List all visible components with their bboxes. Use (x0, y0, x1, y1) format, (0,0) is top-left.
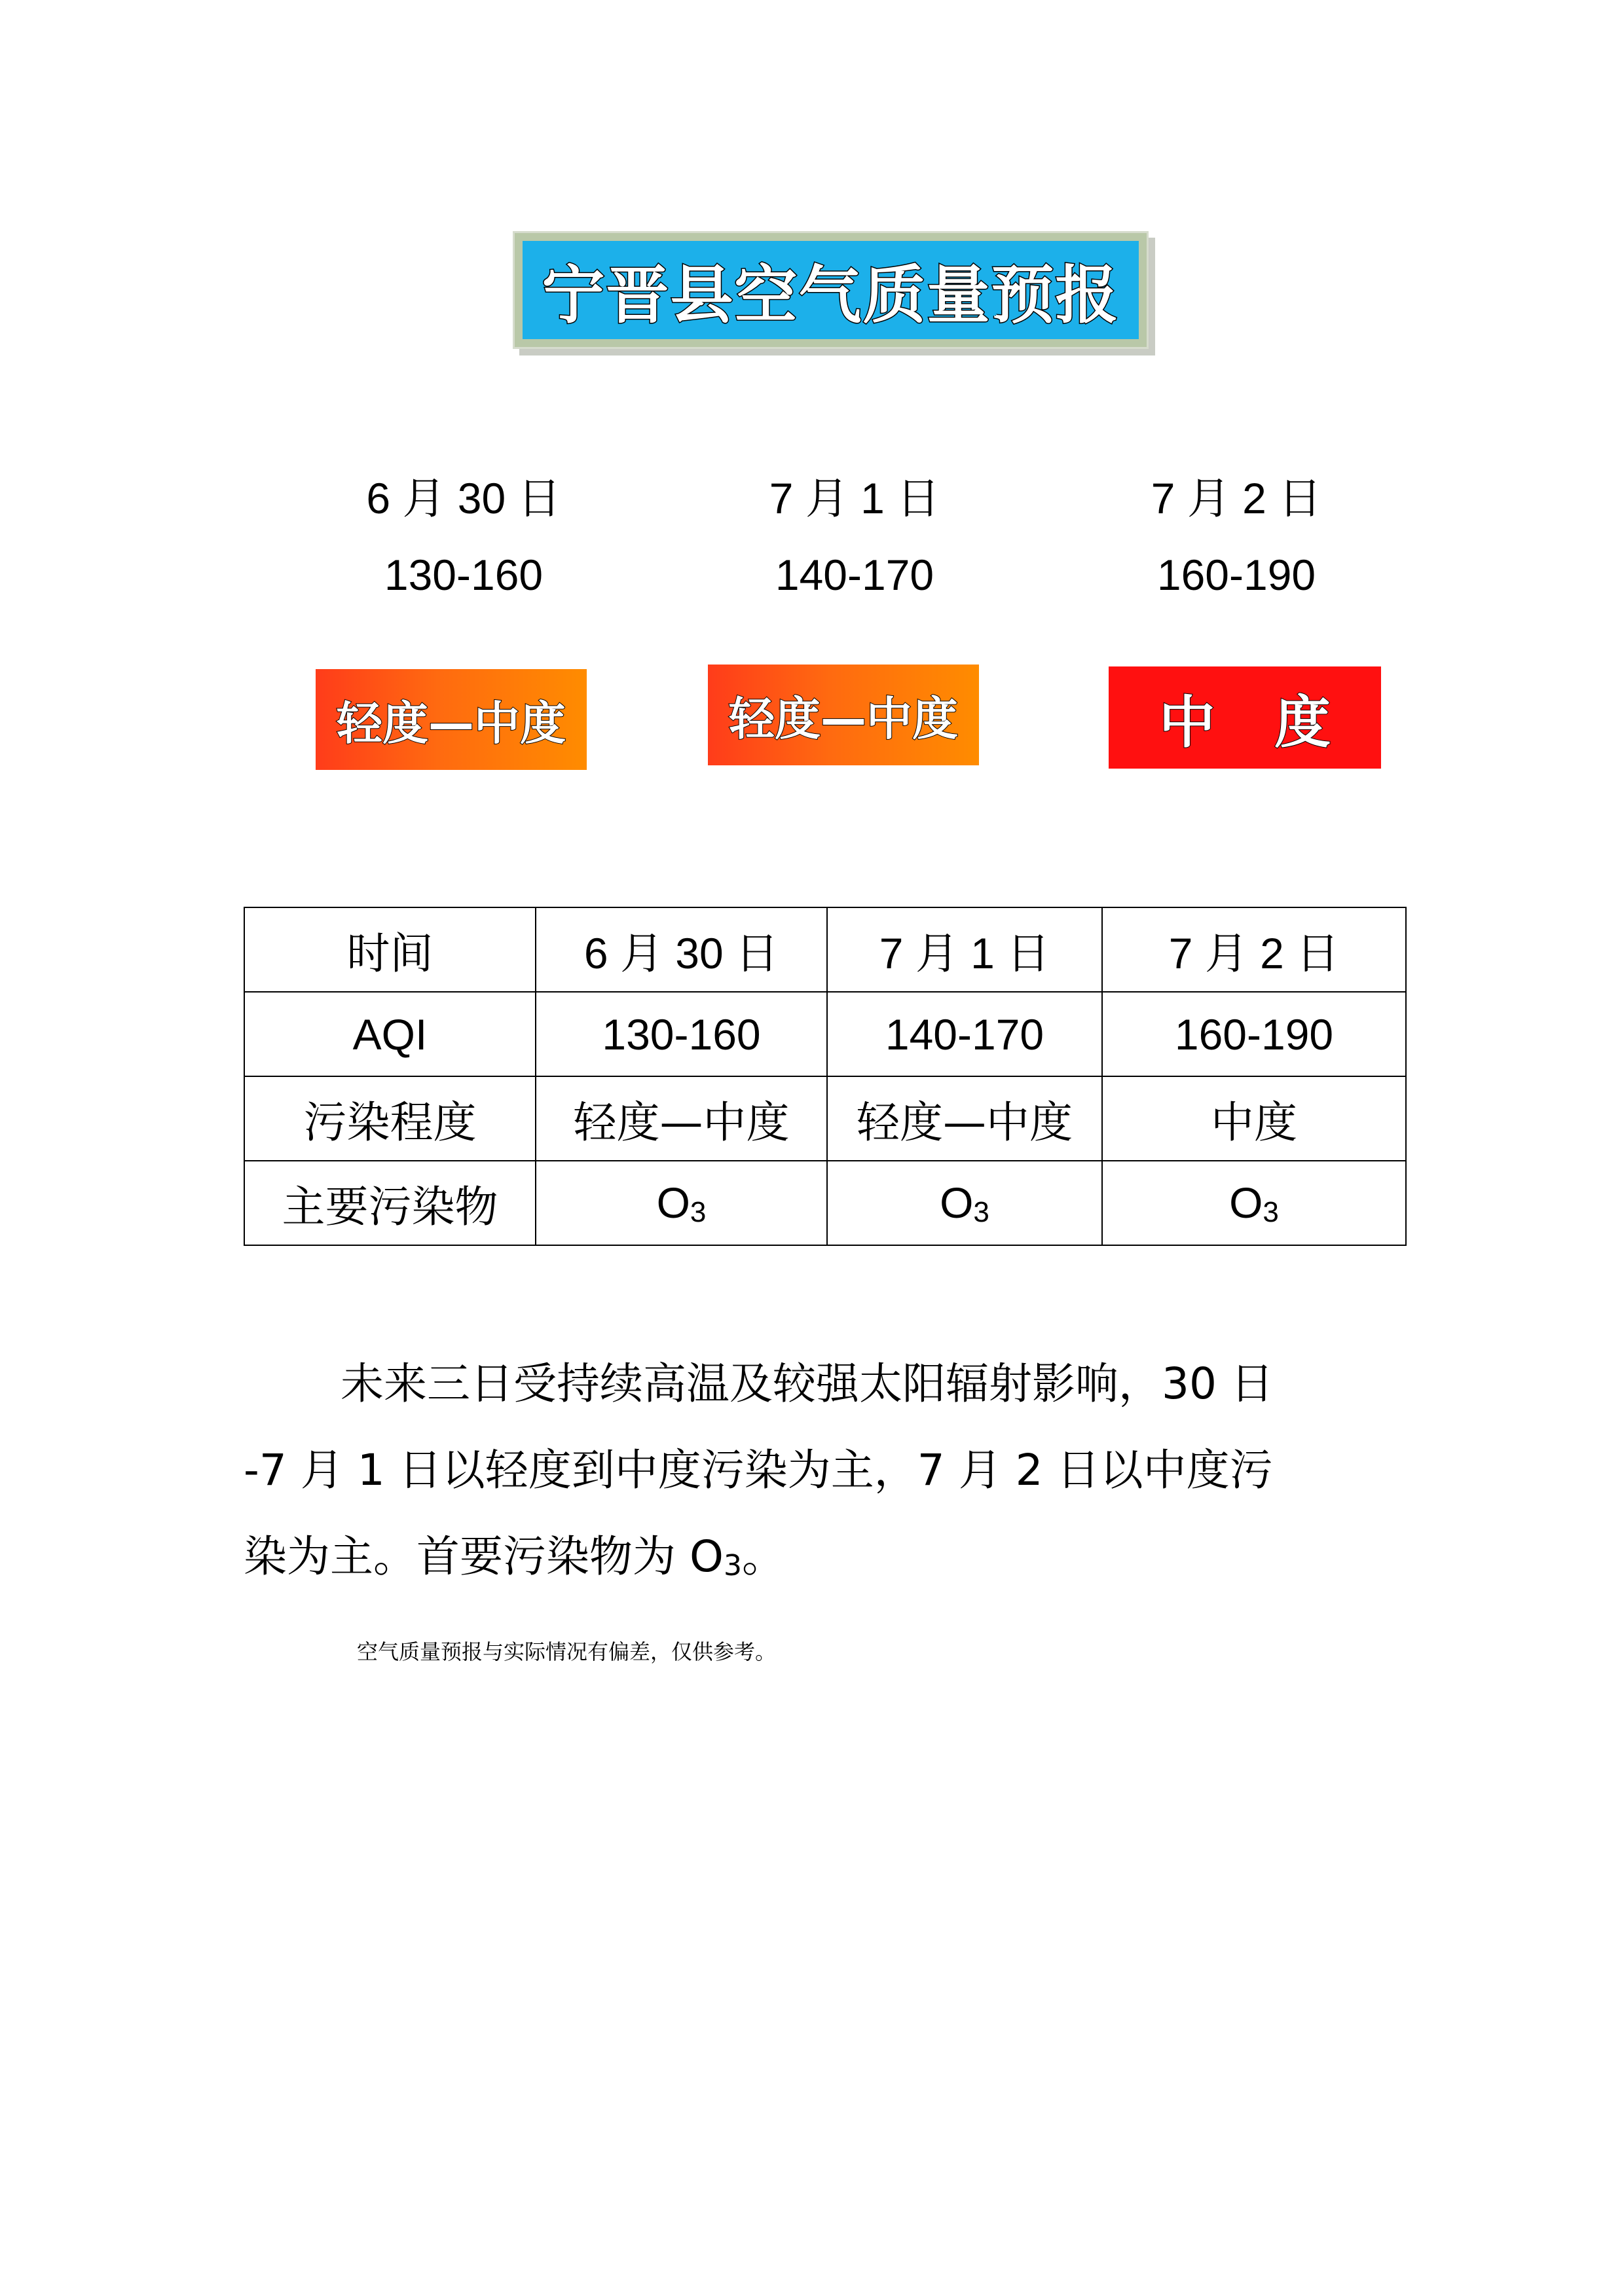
table-cell: 轻度—中度 (827, 1076, 1102, 1161)
pollutant-sub: 3 (690, 1195, 707, 1228)
day-2-aqi: 140-170 (775, 551, 934, 599)
day-3-aqi: 160-190 (1156, 551, 1316, 599)
table-cell (536, 1161, 827, 1245)
table-cell: 140-170 (827, 992, 1102, 1076)
table-row-label: 时间 (244, 907, 536, 992)
table-cell: 轻度—中度 (536, 1076, 827, 1161)
day-2-level-label: 轻度—中度 (729, 691, 958, 746)
summary-line-1-text: 未来三日受持续高温及较强太阳辐射影响，30 日 (341, 1358, 1274, 1409)
summary-line-3-sub: 3 (723, 1549, 742, 1582)
table-cell: 6 月 30 日 (536, 907, 827, 992)
day-1-date: 6 月 30 日 (366, 474, 561, 522)
table-row-label: AQI (244, 992, 536, 1076)
summary-line-2: -7 月 1 日以轻度到中度污染为主，7 月 2 日以中度污 (244, 1445, 1273, 1495)
table-row-label: 主要污染物 (244, 1161, 536, 1245)
title-banner (513, 231, 1149, 349)
table-cell (1102, 1161, 1406, 1245)
day-1-aqi: 130-160 (384, 551, 544, 599)
table-cell: 130-160 (536, 992, 827, 1076)
day-1-level-label: 轻度—中度 (337, 696, 566, 750)
summary-line-3-post: 。 (741, 1531, 785, 1582)
table-cell: 中度 (1102, 1076, 1406, 1161)
table-row-label: 污染程度 (244, 1076, 536, 1161)
table-row-level (244, 1076, 1406, 1161)
summary-paragraph (244, 1341, 1370, 1609)
page-title: 宁晋县空气质量预报 (542, 258, 1120, 332)
table-cell (827, 1161, 1102, 1245)
summary-line-3-pre: 染为主。首要污染物为 O (244, 1531, 724, 1582)
pollutant-base: O (656, 1178, 690, 1227)
pollutant-sub: 3 (1263, 1195, 1279, 1228)
day-3-level-badge (1109, 666, 1381, 769)
summary-line-1 (244, 1341, 1370, 1427)
day-2-level-badge (708, 665, 979, 765)
table-cell: 7 月 2 日 (1102, 907, 1406, 992)
day-3-level-label-right: 度 (1274, 690, 1331, 756)
day-2-date: 7 月 1 日 (769, 474, 940, 522)
forecast-table (244, 907, 1407, 1246)
day-3-level-label-left: 中 (1159, 690, 1215, 756)
table-row-aqi (244, 992, 1406, 1076)
table-row-pollutant (244, 1161, 1406, 1245)
summary-line-3 (244, 1514, 1370, 1609)
title-banner-inner (523, 241, 1139, 339)
day-3-date: 7 月 2 日 (1151, 474, 1322, 522)
table-row-time (244, 907, 1406, 992)
pollutant-sub: 3 (973, 1195, 989, 1228)
footnote: 空气质量预报与实际情况有偏差，仅供参考。 (357, 1639, 777, 1664)
table-cell: 7 月 1 日 (827, 907, 1102, 992)
table-cell: 160-190 (1102, 992, 1406, 1076)
pollutant-base: O (940, 1178, 974, 1227)
pollutant-base: O (1229, 1178, 1263, 1227)
day-1-level-badge (316, 669, 587, 770)
